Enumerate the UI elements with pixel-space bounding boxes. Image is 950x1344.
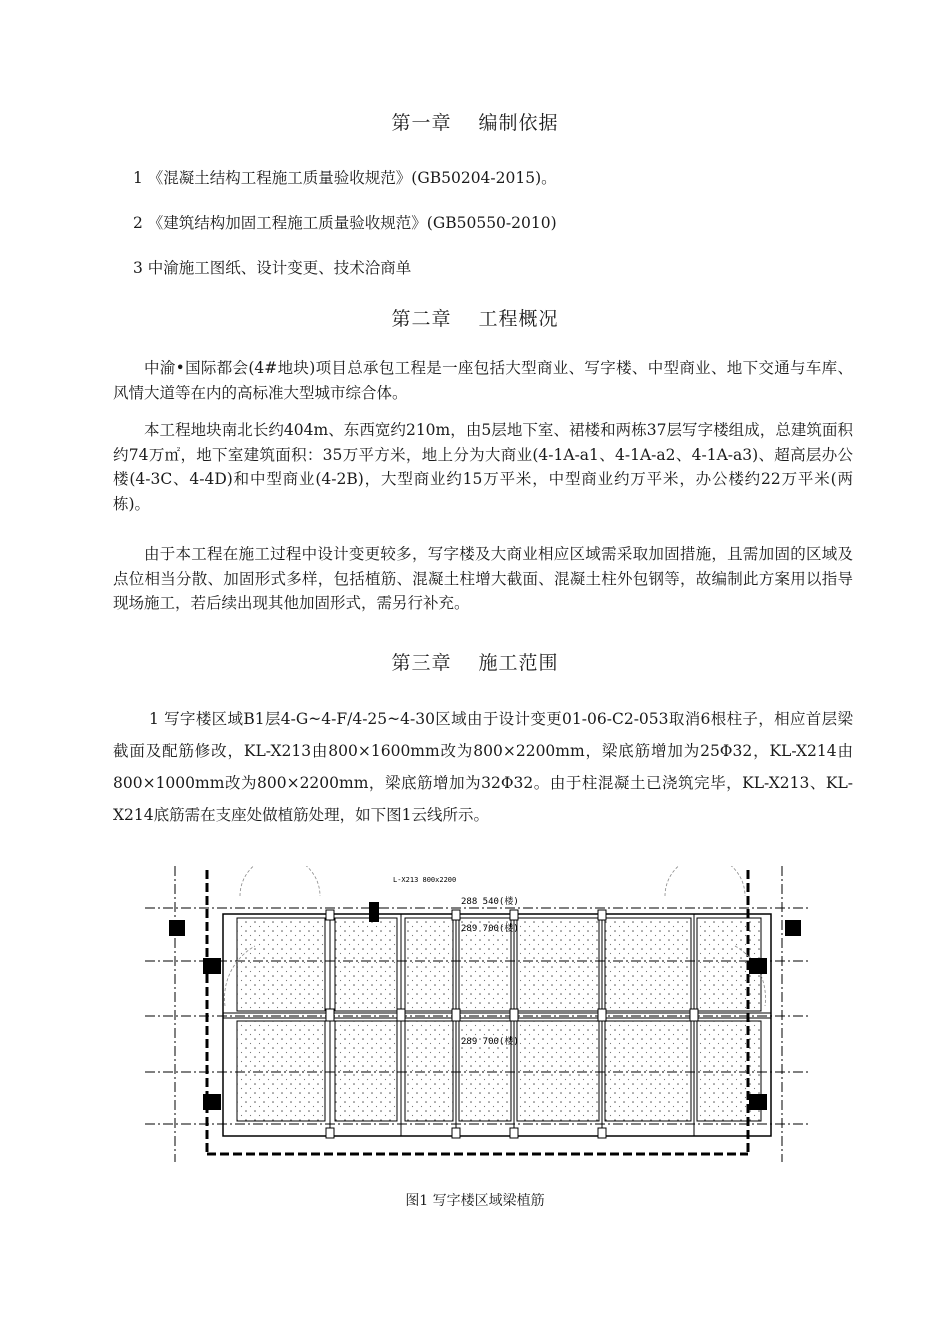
elevation-label-1: 288 540(楼)	[461, 897, 519, 907]
chapter-2-title: 第二章 工程概况	[391, 308, 559, 330]
basis-item-3: 3 中渝施工图纸、设计变更、技术洽商单	[133, 259, 412, 277]
overview-paragraph-1: 中渝•国际都会(4#地块)项目总承包工程是一座包括大型商业、写字楼、中型商业、地下交通与车库、风情大道等在内的高标准大型城市综合体。	[113, 359, 853, 402]
overview-paragraph-3: 由于本工程在施工过程中设计变更较多，写字楼及大商业相应区域需采取加固措施，且需加固的区域及点位相当分散、加固形式多样，包括植筋、混凝土柱增大截面、混凝土柱外包钢等，故编制此方案用以指导现场施工，若后续出现其他加固形式，需另行补充。	[113, 545, 853, 612]
basis-item-1: 1 《混凝土结构工程施工质量验收规范》(GB50204-2015)。	[133, 169, 557, 187]
slab-panels	[223, 914, 771, 1136]
beam-label: L-X213 800x2200	[393, 876, 457, 884]
chapter-1-title: 第一章 编制依据	[391, 112, 559, 134]
elevation-label-2: 289 700(楼)	[461, 924, 519, 934]
basis-item-2: 2 《建筑结构加固工程施工质量验收规范》(GB50550-2010)	[133, 214, 557, 232]
overview-paragraph-2: 本工程地块南北长约404m、东西宽约210m，由5层地下室、裙楼和两栋37层写字楼组成，总建筑面积约74万㎡，地下室建筑面积：35万平方米，地上分为大商业(4-1A-a1、4-1A-a2、4-1A-a3)、超高层办公楼(4-3C、4-4D)和中型商业(4-2B)，大型商业约15万平米，中型商业约万平米，办公楼约22万平米(两栋)。	[113, 421, 853, 513]
scope-paragraph-1: 1 写字楼区域B1层4-G~4-F/4-25~4-30区域由于设计变更01-06-C2-053取消6根柱子，相应首层梁截面及配筋修改，KL-X213由800×1600mm改为800×2200mm，梁底筋增加为25Φ32，KL-X214由800×1000mm改为800×2200mm，梁底筋增加为32Φ32。由于柱混凝土已浇筑完毕，KL-X213、KL-X214底筋需在支座处做植筋处理，如下图1云线所示。	[113, 710, 853, 824]
chapter-3-title: 第三章 施工范围	[391, 652, 559, 674]
elevation-label-3: 289 700(楼)	[461, 1037, 519, 1047]
structural-drawing-figure	[145, 866, 810, 1162]
figure-caption: 图1 写字楼区域梁植筋	[405, 1193, 545, 1209]
